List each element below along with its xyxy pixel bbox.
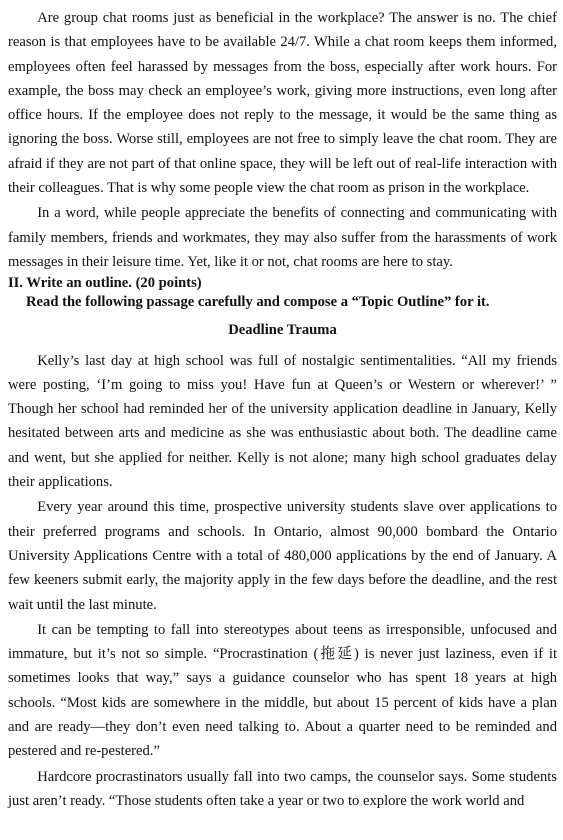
article-paragraph-3: It can be tempting to fall into stereotypes about teens as irresponsible, unfocused and immature, but it’s not so simple. “Procrastination (拖延) is never just laziness, even if it sometimes looks that way,” says a guidance counselor who has spent 18 years at high schools. “Most kids are somewhere in the middle, but about 15 percent of kids have a plan and are ready—they don’t even need talking to. About a quarter need to be reminded and pestered and re-pestered.”	[8, 621, 557, 760]
intro-paragraph-1: Are group chat rooms just as beneficial in the workplace? The answer is no. The chief reason is that employees have to be available 24/7. While a chat room keeps them informed, employees often feel harassed by messages from the boss, especially after work hours. For example, the boss may check an employee’s work, giving more instructions, even long after office hours. If the employee does not reply to the message, it would be the same thing as ignoring the boss. Worse still, employees are not free to simply leave the chat room. They are afraid if they are not part of that online space, they will be left out of real-life interaction with their colleagues. That is why some people view the chat room as prison in the workplace.	[8, 10, 557, 197]
intro-paragraph-2: In a word, while people appreciate the benefits of connecting and communicating with family members, friends and workmates, they may also suffer from the harassments of work messages in their leisure time. Yet, like it or not, chat rooms are here to stay.	[8, 205, 557, 270]
section-instruction: Read the following passage carefully and compose a “Topic Outline” for it.	[26, 294, 490, 311]
section-heading: II. Write an outline. (20 points)	[8, 275, 202, 292]
article-paragraph-1: Kelly’s last day at high school was full of nostalgic sentimentalities. “All my friends were posting, ‘I’m going to miss you! Have fun at Queen’s or Western or wherever!’ ” Though her school had reminded her of the university application deadline in January, Kelly hesitated between arts and medicine as she was enthusiastic about both. The deadline came and went, but she applied for neither. Kelly is not alone; many high school graduates delay their applications.	[8, 352, 557, 491]
article-paragraph-2: Every year around this time, prospective university students slave over applications to their preferred programs and schools. In Ontario, almost 90,000 bombard the Ontario University Applications Centre with a total of 480,000 applications by the end of January. A few keeners submit early, the majority apply in the few days before the deadline, and the rest wait until the last minute.	[8, 499, 557, 613]
article-paragraph-4: Hardcore procrastinators usually fall into two camps, the counselor says. Some students just aren’t ready. “Those students often take a year or two to explore the work world and	[8, 768, 557, 809]
article-title: Deadline Trauma	[228, 322, 337, 339]
